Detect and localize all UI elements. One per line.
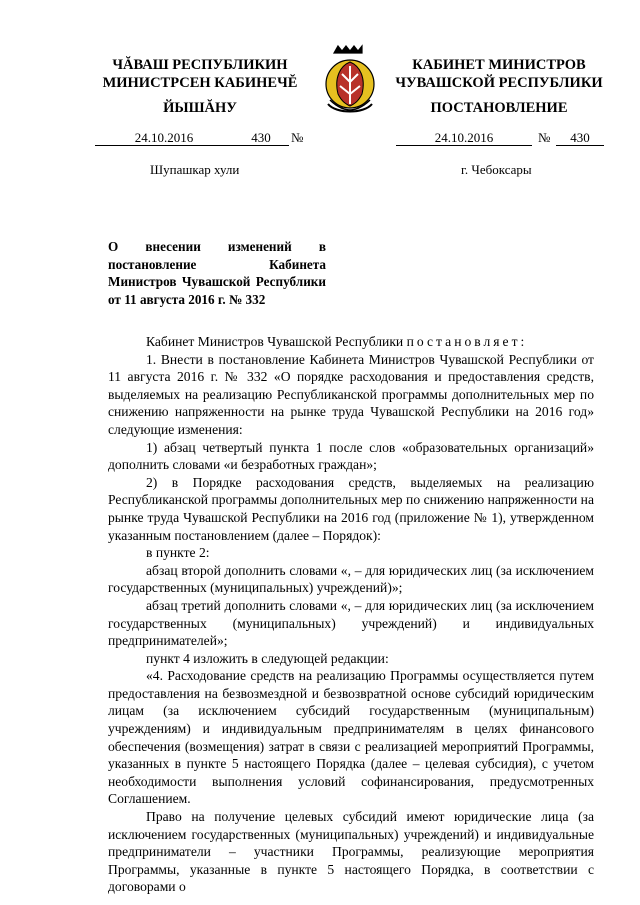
doc-kind-russian: ПОСТАНОВЛЕНИЕ (430, 100, 568, 116)
place-chuvash: Шупашкар хули (150, 162, 240, 177)
number-right: 430 (556, 130, 604, 146)
body-paragraph: 1. Внести в постановление Кабинета Министров Чувашской Республики от 11 августа 2016 г. № 332 «О порядке расходования и предоставления средств, выделяемых на реализацию Республиканской программы дополнительных мер по снижению напряженности на рынке труда Чувашской Республики на 2016 год» следующие изменения: (108, 351, 594, 437)
number-line-left (95, 130, 310, 146)
number-sign-left: № (291, 130, 304, 145)
number-sign-right: № (538, 130, 551, 145)
body-paragraph: в пункте 2: (146, 545, 210, 561)
body-paragraph: 1) абзац четвертый пункта 1 после слов «образовательных организаций» дополнить словами «и безработных граждан»; (108, 439, 594, 473)
body-paragraph: абзац третий дополнить словами «, – для юридических лиц (за исключением государственных (муниципальных) учреждений) и индивидуальных предпринимателей»; (108, 597, 594, 649)
body-intro: Кабинет Министров Чувашской Республики постановляет: (146, 334, 528, 349)
document-body (108, 333, 594, 896)
header-right-line2: ЧУВАШСКОЙ РЕСПУБЛИКИ (395, 75, 603, 91)
header-russian-name (388, 56, 610, 92)
header-right-line1: КАБИНЕТ МИНИСТРОВ (412, 57, 586, 73)
header-chuvash-name (95, 56, 305, 92)
number-line-right (396, 130, 611, 146)
date-right: 24.10.2016 (396, 130, 532, 146)
place-russian: г. Чебоксары (461, 162, 532, 177)
chuvash-emblem-icon (318, 44, 382, 118)
body-paragraph: абзац второй дополнить словами «, – для юридических лиц (за исключением государственных (муниципальных) учреждений)»; (108, 562, 594, 596)
body-paragraph: 2) в Порядке расходования средств, выделяемых на реализацию Республиканской программы дополнительных мер по снижению напряженности на рынке труда Чувашской Республики на 2016 год (приложение № 1), утвержденном указанным постановлением (далее – Порядок): (108, 474, 594, 543)
date-left: 24.10.2016 (95, 130, 233, 146)
body-paragraph: «4. Расходование средств на реализацию Программы осуществляется путем предоставления на безвозмездной и безвозвратной основе субсидий юридическим лицам (за исключением субсидий государственным (муниципальным) учреждениям) и индивидуальным предпринимателям в целях финансового обеспечения (возмещения) затрат в связи с реализацией мероприятий Программы, указанных в пункте 5 настоящего Порядка (далее – целевая субсидия), с учетом необходимости выполнения условий софинансирования, предусмотренных Соглашением. (108, 668, 594, 807)
header-left-line2: МИНИСТРСЕН КАБИНЕЧĔ (102, 75, 298, 91)
document-subject: О внесении изменений в постановление Кабинета Министров Чувашской Республики от 11 августа 2016 г. № 332 (108, 239, 326, 307)
body-paragraph: пункт 4 изложить в следующей редакции: (146, 650, 389, 666)
body-paragraph: Право на получение целевых субсидий имеют юридические лица (за исключением государственных (муниципальных) учреждений) и индивидуальные предприниматели – участники Программы, реализующие мероприятия Программы, указанные в пункте 5 настоящего Порядка, в соответствии с договорами о (108, 809, 594, 895)
number-left: 430 (233, 130, 289, 146)
header-left-line1: ЧĂВАШ РЕСПУБЛИКИН (112, 57, 288, 73)
doc-kind-chuvash: ЙЫШĂНУ (163, 100, 237, 116)
